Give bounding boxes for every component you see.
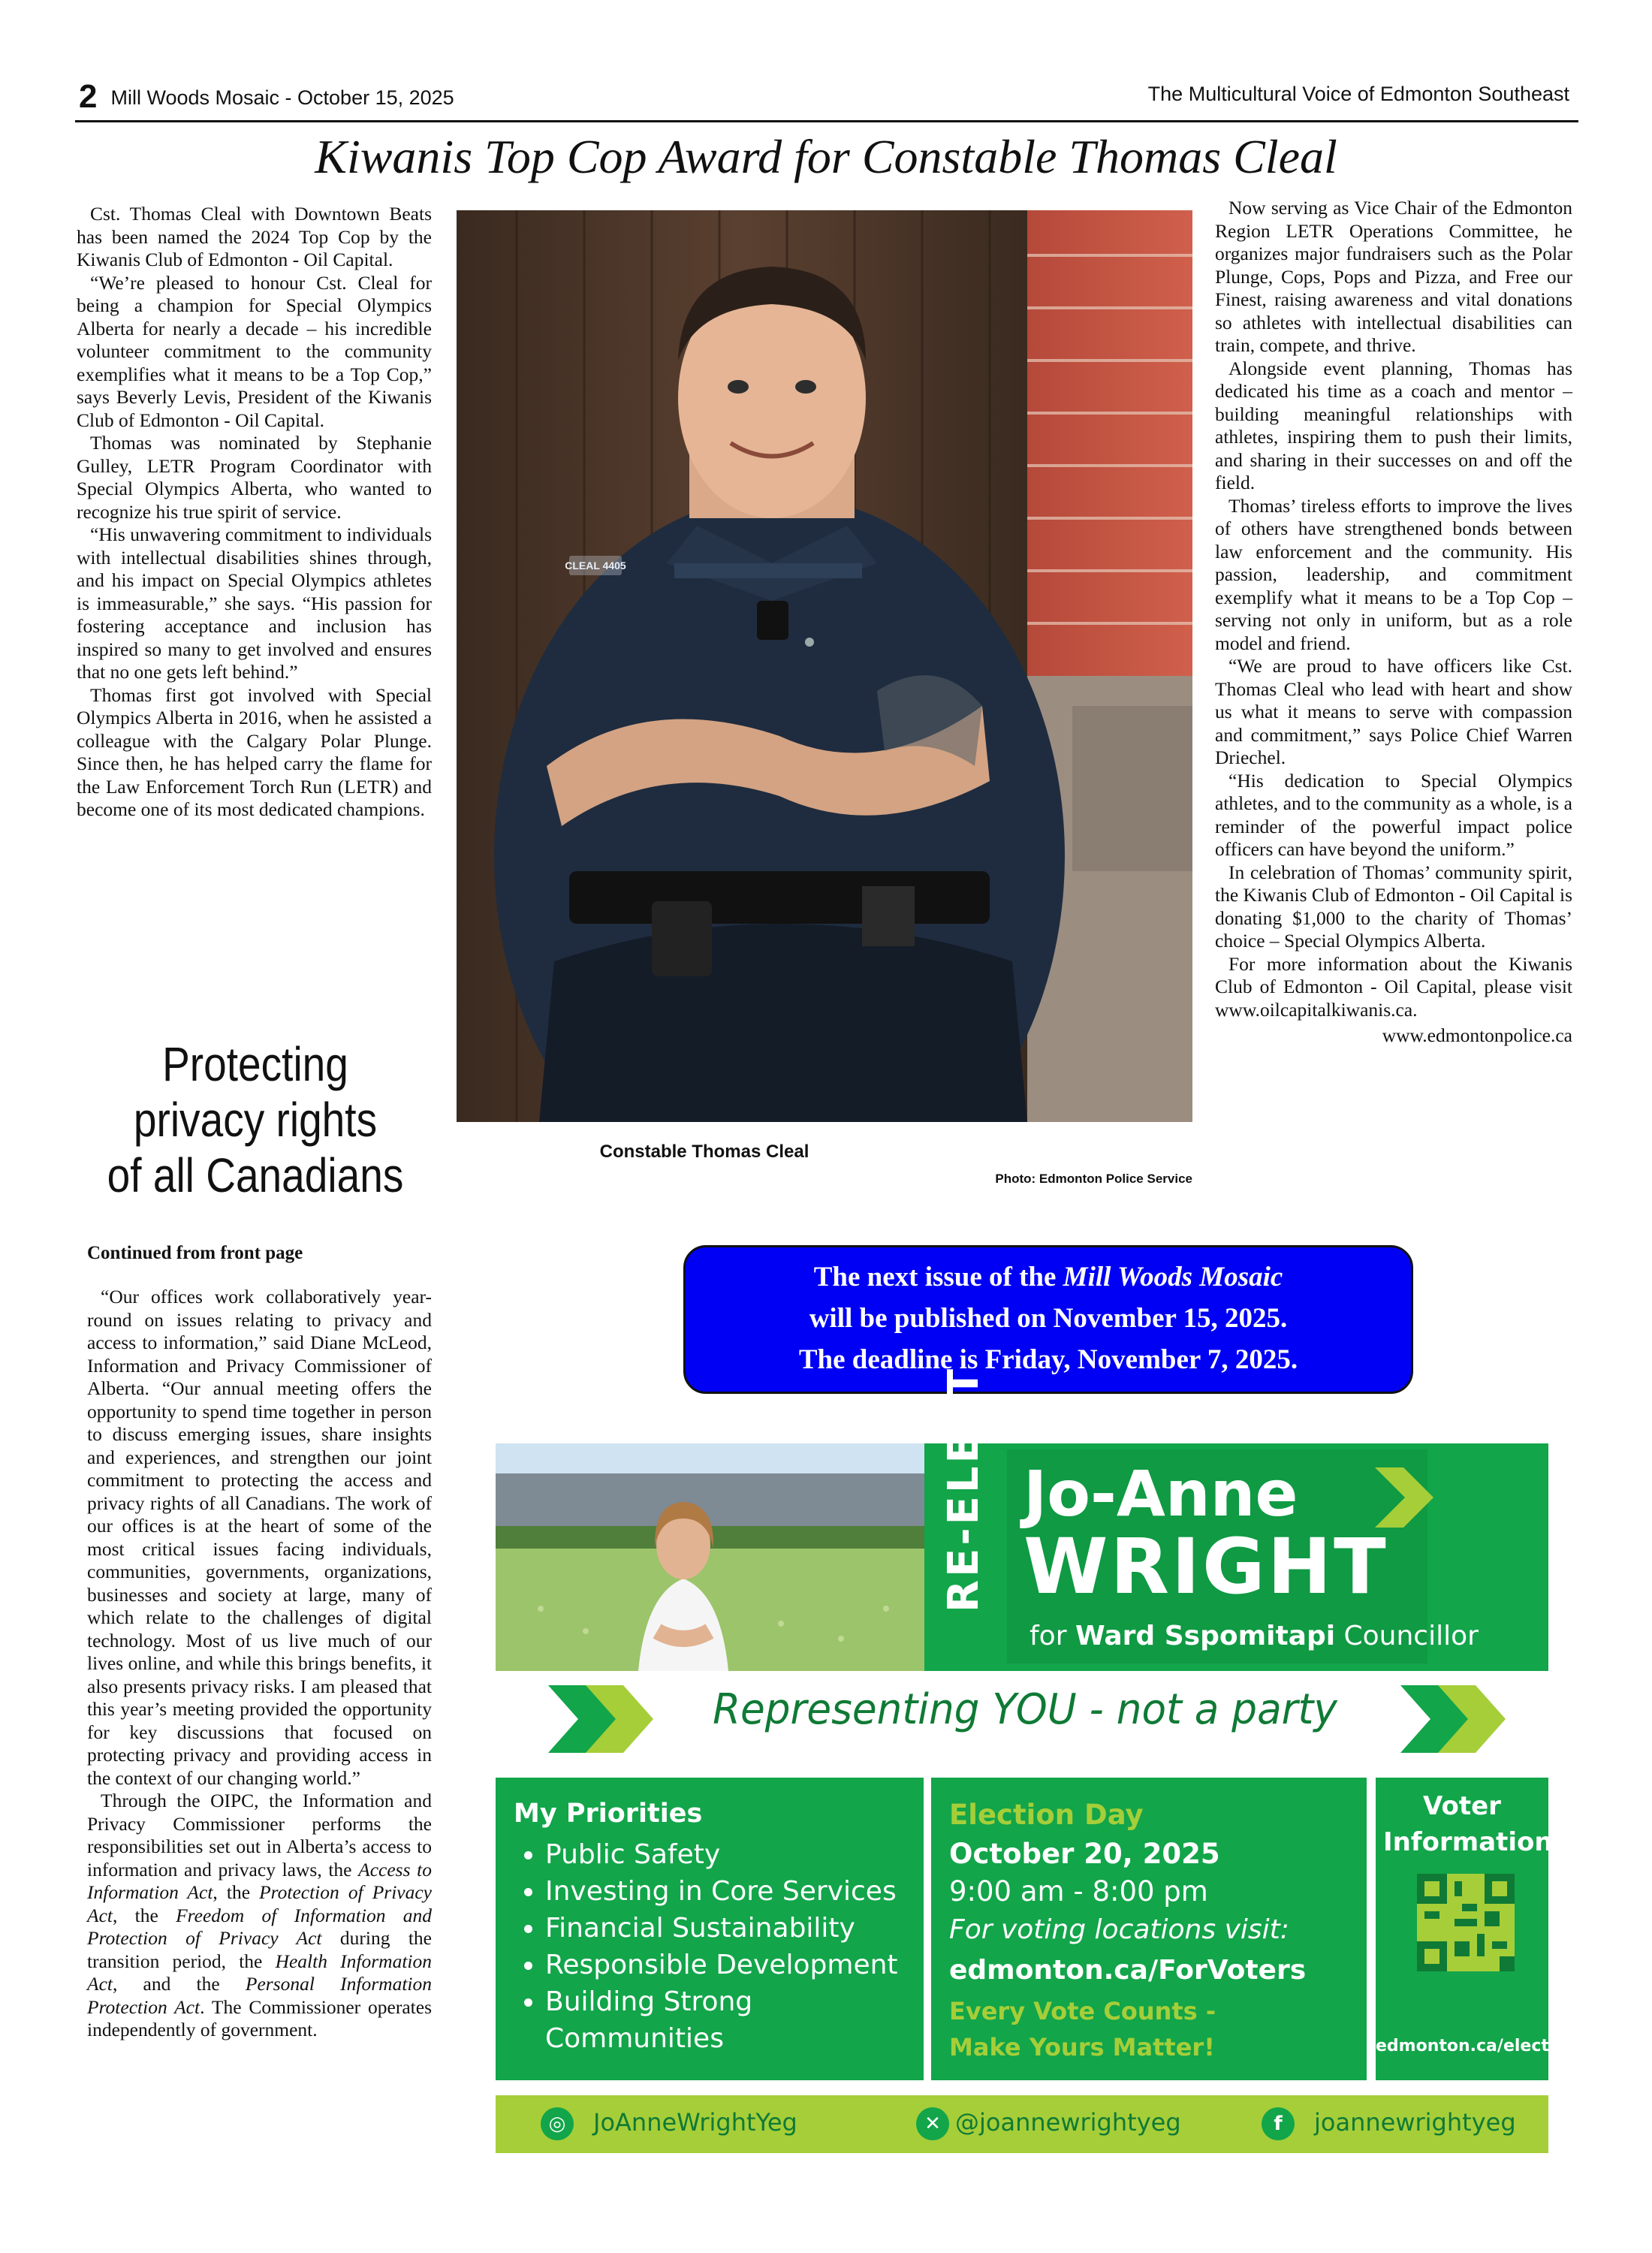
election-date: October 20, 2025 bbox=[949, 1838, 1220, 1870]
chevron-right-icon bbox=[1400, 1685, 1506, 1753]
notice-line-3: The deadline is Friday, November 7, 2025. bbox=[798, 1344, 1298, 1375]
notice-line-1: The next issue of the Mill Woods Mosaic bbox=[813, 1262, 1283, 1292]
article-paragraph: Alongside event planning, Thomas has dedicated his time as a coach and mentor – building meaningful relationships with athletes, inspiring them to push their limits, and sharing in their successes on and off the field. bbox=[1215, 357, 1572, 493]
privacy-headline-line: of all Canadians bbox=[107, 1148, 404, 1202]
voting-locations-label: For voting locations visit: bbox=[949, 1914, 1289, 1945]
privacy-article-body bbox=[87, 1286, 432, 2042]
voter-information-panel bbox=[1376, 1778, 1588, 2080]
priority-item: • Public Safety bbox=[545, 1836, 924, 1873]
priority-item: • Investing in Core Services bbox=[545, 1873, 924, 1910]
article-paragraph: Thomas’ tireless efforts to improve the lives of others have strengthened bonds between law enforcement and the community. His passion, leadership, and commitment exemplify what it means to be a Top Cop – serving not only in uniform, but as a role model and friend. bbox=[1215, 494, 1572, 654]
election-day-panel bbox=[931, 1778, 1367, 2080]
article-paragraph: “We’re pleased to honour Cst. Cleal for being a champion for Special Olympics Alberta for nearly a decade – his incredible volunteer commitment to the community exemplifies what it means to be a Top Cop,” says Beverly Levis, President of the Kiwanis Club of Edmonton - Oil Capital. bbox=[77, 271, 432, 431]
officer-photo bbox=[457, 210, 1192, 1122]
priority-item: • Financial Sustainability bbox=[545, 1910, 924, 1947]
article-column-1 bbox=[77, 203, 432, 822]
priority-item: • Building Strong Communities bbox=[545, 1983, 924, 2057]
priorities-panel bbox=[496, 1778, 924, 2080]
priorities-title: My Priorities bbox=[514, 1799, 703, 1829]
notice-line-2: will be published on November 15, 2025. bbox=[809, 1303, 1288, 1334]
candidate-illustration bbox=[496, 1443, 928, 1671]
vote-slogan-line-2: Make Yours Matter! bbox=[949, 2033, 1215, 2061]
article-source: www.edmontonpolice.ca bbox=[1382, 1024, 1572, 1046]
paper-title: Mill Woods Mosaic - October 15, 2025 bbox=[110, 86, 454, 109]
officer-illustration bbox=[457, 210, 1192, 1122]
campaign-tagline: Representing YOU - not a party bbox=[713, 1685, 1337, 1734]
paper-slogan: The Multicultural Voice of Edmonton Southeast bbox=[1147, 83, 1569, 105]
article-paragraph: For more information about the Kiwanis Club of Edmonton - Oil Capital, please visit www.oilcapitalkiwanis.ca. bbox=[1215, 952, 1572, 1021]
x-icon: ✕ bbox=[916, 2107, 949, 2140]
next-issue-notice bbox=[683, 1245, 1413, 1394]
candidate-photo bbox=[496, 1443, 928, 1671]
social-media-bar bbox=[496, 2095, 1548, 2153]
chevron-right-icon bbox=[1375, 1467, 1435, 1528]
facebook-icon: f bbox=[1262, 2107, 1295, 2140]
article-paragraph: “We are proud to have officers like Cst. Thomas Cleal who lead with heart and show us what it means to serve with compassion and commitment,” says Police Chief Warren Driechel. bbox=[1215, 655, 1572, 768]
priority-item: • Responsible Development bbox=[545, 1947, 924, 1983]
facebook-handle[interactable]: f joannewrightyeg bbox=[1262, 2107, 1516, 2140]
article-paragraph: Thomas was nominated by Stephanie Gulley, LETR Program Coordinator with Special Olympics Alberta, who wanted to recognize his true spirit of service. bbox=[77, 432, 432, 523]
instagram-handle[interactable]: ◎ JoAnneWrightYeg bbox=[541, 2107, 797, 2140]
page-number: 2 bbox=[79, 78, 98, 115]
voting-locations-link[interactable]: edmonton.ca/ForVoters bbox=[949, 1955, 1307, 1986]
photo-credit: Photo: Edmonton Police Service bbox=[995, 1172, 1192, 1186]
qr-code-icon[interactable] bbox=[1417, 1874, 1515, 1971]
article-paragraph: Through the OIPC, the Information and Privacy Commissioner performs the responsibilities set out in Alberta’s access to information and privacy laws, the Access to Information Act, the Protection of Privacy Act, the Freedom of Information and Protection of Privacy Act during the transition period, the Health Information Act, and the Personal Information Protection Act. The Commissioner operates independently of government. bbox=[87, 1790, 432, 2040]
article-paragraph: Cst. Thomas Cleal with Downtown Beats has been named the 2024 Top Cop by the Kiwanis Club of Edmonton - Oil Capital. bbox=[77, 203, 432, 270]
x-handle[interactable]: ✕ @joannewrightyeg bbox=[916, 2107, 1181, 2140]
candidate-first-name: Jo-Anne bbox=[1023, 1457, 1298, 1531]
article-paragraph: “Our offices work collaboratively year-round on issues relating to privacy and access to information,” said Diane McLeod, Information and Privacy Commissioner of Alberta. “Our annual meeting offers the opportunity to spend time together in person to discuss emerging issues, share insights and experiences, and strengthen our joint commitment to protecting the access and privacy rights of all Canadians. The work of our offices is at the heart of some of the most critical issues facing individuals, communities, governments, organizations, businesses and society at large, many of which relate to the challenges of digital technology. Most of us live much of our lives online, and while this brings benefits, it also presents privacy risks. I am pleased that this year’s meeting provided the opportunity for key discussions that focused on protecting privacy and providing access in the context of our changing world.” bbox=[87, 1286, 432, 1789]
header-rule bbox=[75, 120, 1578, 122]
name-tag: CLEAL 4405 bbox=[565, 559, 626, 572]
article-column-3 bbox=[1215, 197, 1572, 1048]
page-header-left bbox=[79, 78, 454, 116]
photo-caption: Constable Thomas Cleal bbox=[599, 1142, 809, 1162]
election-title: Election Day bbox=[949, 1799, 1144, 1831]
article-headline: Kiwanis Top Cop Award for Constable Thomas Cleal bbox=[315, 130, 1337, 183]
campaign-ad bbox=[496, 1365, 1588, 2153]
instagram-icon: ◎ bbox=[541, 2107, 574, 2140]
reelect-label: RE-ELECT bbox=[939, 1365, 988, 1612]
article-paragraph: In celebration of Thomas’ community spirit, the Kiwanis Club of Edmonton - Oil Capital is donating $1,000 to the charity of Thomas’ choice – Special Olympics Alberta. bbox=[1215, 861, 1572, 952]
candidate-brand-panel bbox=[924, 1365, 1548, 1671]
continued-label: Continued from front page bbox=[87, 1243, 303, 1263]
article-paragraph: Thomas first got involved with Special Olympics Alberta in 2016, when he assisted a colleague with the Calgary Polar Plunge. Since then, he has helped carry the flame for the Law Enforcement Torch Run (LETR) and become one of its most dedicated champions. bbox=[77, 683, 432, 820]
privacy-headline-line: privacy rights bbox=[133, 1093, 378, 1147]
voter-info-link[interactable]: edmonton.ca/elections bbox=[1376, 2037, 1588, 2055]
privacy-headline bbox=[101, 1036, 411, 1203]
privacy-headline-line: Protecting bbox=[162, 1037, 348, 1091]
ward-line: for Ward Sspomitapi Councillor bbox=[1029, 1621, 1479, 1651]
vote-slogan-line-1: Every Vote Counts - bbox=[949, 1997, 1216, 2025]
article-paragraph: “His unwavering commitment to individuals with intellectual disabilities shines through, and his impact on Special Olympics athletes is immeasurable,” she says. “His passion for fostering acceptance and inclusion has inspired so many to get involved and ensures that no one gets left behind.” bbox=[77, 523, 432, 683]
article-paragraph: “His dedication to Special Olympics athletes, and to the community as a whole, is a reminder of the powerful impact police officers can have beyond the uniform.” bbox=[1215, 769, 1572, 860]
candidate-last-name: WRIGHT bbox=[1023, 1522, 1388, 1612]
election-hours: 9:00 am - 8:00 pm bbox=[949, 1875, 1208, 1908]
article-paragraph: Now serving as Vice Chair of the Edmonton Region LETR Operations Committee, he organizes major fundraisers such as the Polar Plunge, Cops, Pops and Pizza, and Free our Finest, raising awareness and vital donations so athletes with intellectual disabilities can train, compete, and thrive. bbox=[1215, 197, 1572, 356]
chevron-left-icon bbox=[548, 1685, 653, 1753]
voter-info-title: Voter Information bbox=[1383, 1791, 1553, 1857]
